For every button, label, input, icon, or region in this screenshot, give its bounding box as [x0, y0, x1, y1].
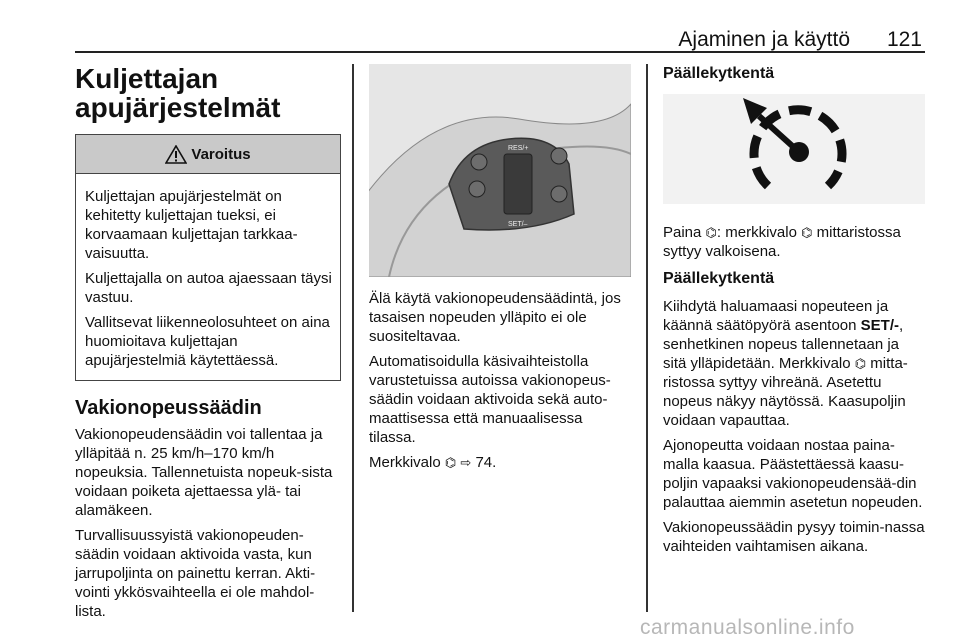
text-segment: Paina [663, 224, 702, 241]
reference-line [369, 453, 631, 472]
body-paragraph: Vakionopeussäädin pysyy toimin-nassa vaihteiden vaihtamisen aikana. [663, 519, 925, 555]
text-segment: mittaristossa syttyy valkoisena. [663, 224, 901, 260]
wheel-label-res: RES/+ [508, 145, 529, 152]
reference-arrow-icon: ⇨ [460, 455, 472, 470]
column-middle [369, 64, 631, 478]
header-title: Ajaminen ja käyttö [678, 28, 850, 51]
section-title-switch-on: Päällekytkentä [663, 65, 775, 82]
section-title-cruise-control: Vakionopeussäädin [75, 397, 262, 419]
page-title: Kuljettajan apujärjestelmät [75, 63, 281, 123]
warning-body [76, 174, 340, 380]
body-paragraph [663, 297, 925, 430]
cruise-control-icon: ⌬ [854, 356, 867, 371]
warning-triangle-icon [165, 145, 187, 164]
body-paragraph: Turvallisuussyistä vakionopeuden-säädin voidaan aktivoida vasta, kun jarrupoljinta on painettu kerran. Akti-vointi ykkösvaihteella ei ole mahdol-lista. [75, 527, 316, 620]
text-segment: mitta-ristossa syttyy vihreänä. Asetettu nopeus näkyy näytössä. Kaasupoljin voidaan vapauttaa. [663, 355, 908, 429]
text-segment: , senhetkinen nopeus tallennetaan ja sitä ylläpidetään. Merkkivalo [663, 317, 904, 372]
cruise-control-icon: ⌬ [801, 225, 813, 240]
warning-paragraph: Vallitsevat liikenneolosuhteet on aina huomioitava kuljettajan apujärjestelmiä käytettäessä. [85, 314, 330, 369]
warning-box [75, 134, 341, 381]
body-paragraph [663, 223, 925, 261]
watermark: carmanualsonline.info [640, 616, 855, 639]
page-number: 121 [886, 28, 922, 51]
warning-paragraph: Kuljettajalla on autoa ajaessaan täysi vastuu. [85, 270, 332, 306]
cruise-control-icon: ⌬ [705, 225, 717, 240]
reference-page-link[interactable]: 74. [475, 454, 497, 471]
body-paragraph: Automatisoidulla käsivaihteistolla varustetuissa autoissa vakionopeus-säädin voidaan aktivoida sekä auto-maattisessa että manuaalisessa tilassa. [369, 353, 611, 446]
reference-prefix: Merkkivalo [369, 454, 441, 471]
header-rule [75, 51, 925, 53]
body-paragraph: Ajonopeutta voidaan nostaa paina-malla kaasua. Päästettäessä kaasu-poljin vapaaksi vakionopeudensää-din palauttaa aiemmin asetetun nopeuden. [663, 437, 923, 511]
text-segment: Kiihdytä haluamaasi nopeuteen ja käännä säätöpyörä asentoon [663, 298, 889, 334]
column-divider-2 [646, 64, 648, 612]
body-paragraph: Älä käytä vakionopeudensäädintä, jos tasaisen nopeuden ylläpito ei ole suositeltavaa. [369, 290, 621, 345]
column-left [75, 64, 341, 627]
text-segment: : merkkivalo [716, 224, 797, 241]
warning-heading: Varoitus [191, 145, 251, 163]
column-right [663, 64, 925, 562]
section-title-switch-on-2: Päällekytkentä [663, 270, 775, 287]
cruise-control-icon: ⌬ [444, 455, 457, 470]
body-paragraph: Vakionopeudensäädin voi tallentaa ja ylläpitää n. 25 km/h–170 km/h nopeuksia. Tallennetuista nopeuk-sista voidaan poiketa ajettaessa ylä- tai alamäkeen. [75, 426, 333, 519]
warning-header [76, 135, 340, 174]
column-divider-1 [352, 64, 354, 612]
speedometer-cruise-icon [663, 94, 925, 204]
warning-paragraph: Kuljettajan apujärjestelmät on kehitetty kuljettajan tueksi, ei korvaamaan kuljettajan tarkkaa-vaisuutta. [85, 188, 298, 262]
wheel-label-set: SET/– [508, 221, 528, 228]
steering-wheel-controls-illustration [369, 64, 631, 277]
set-button-label: SET/- [860, 317, 899, 334]
